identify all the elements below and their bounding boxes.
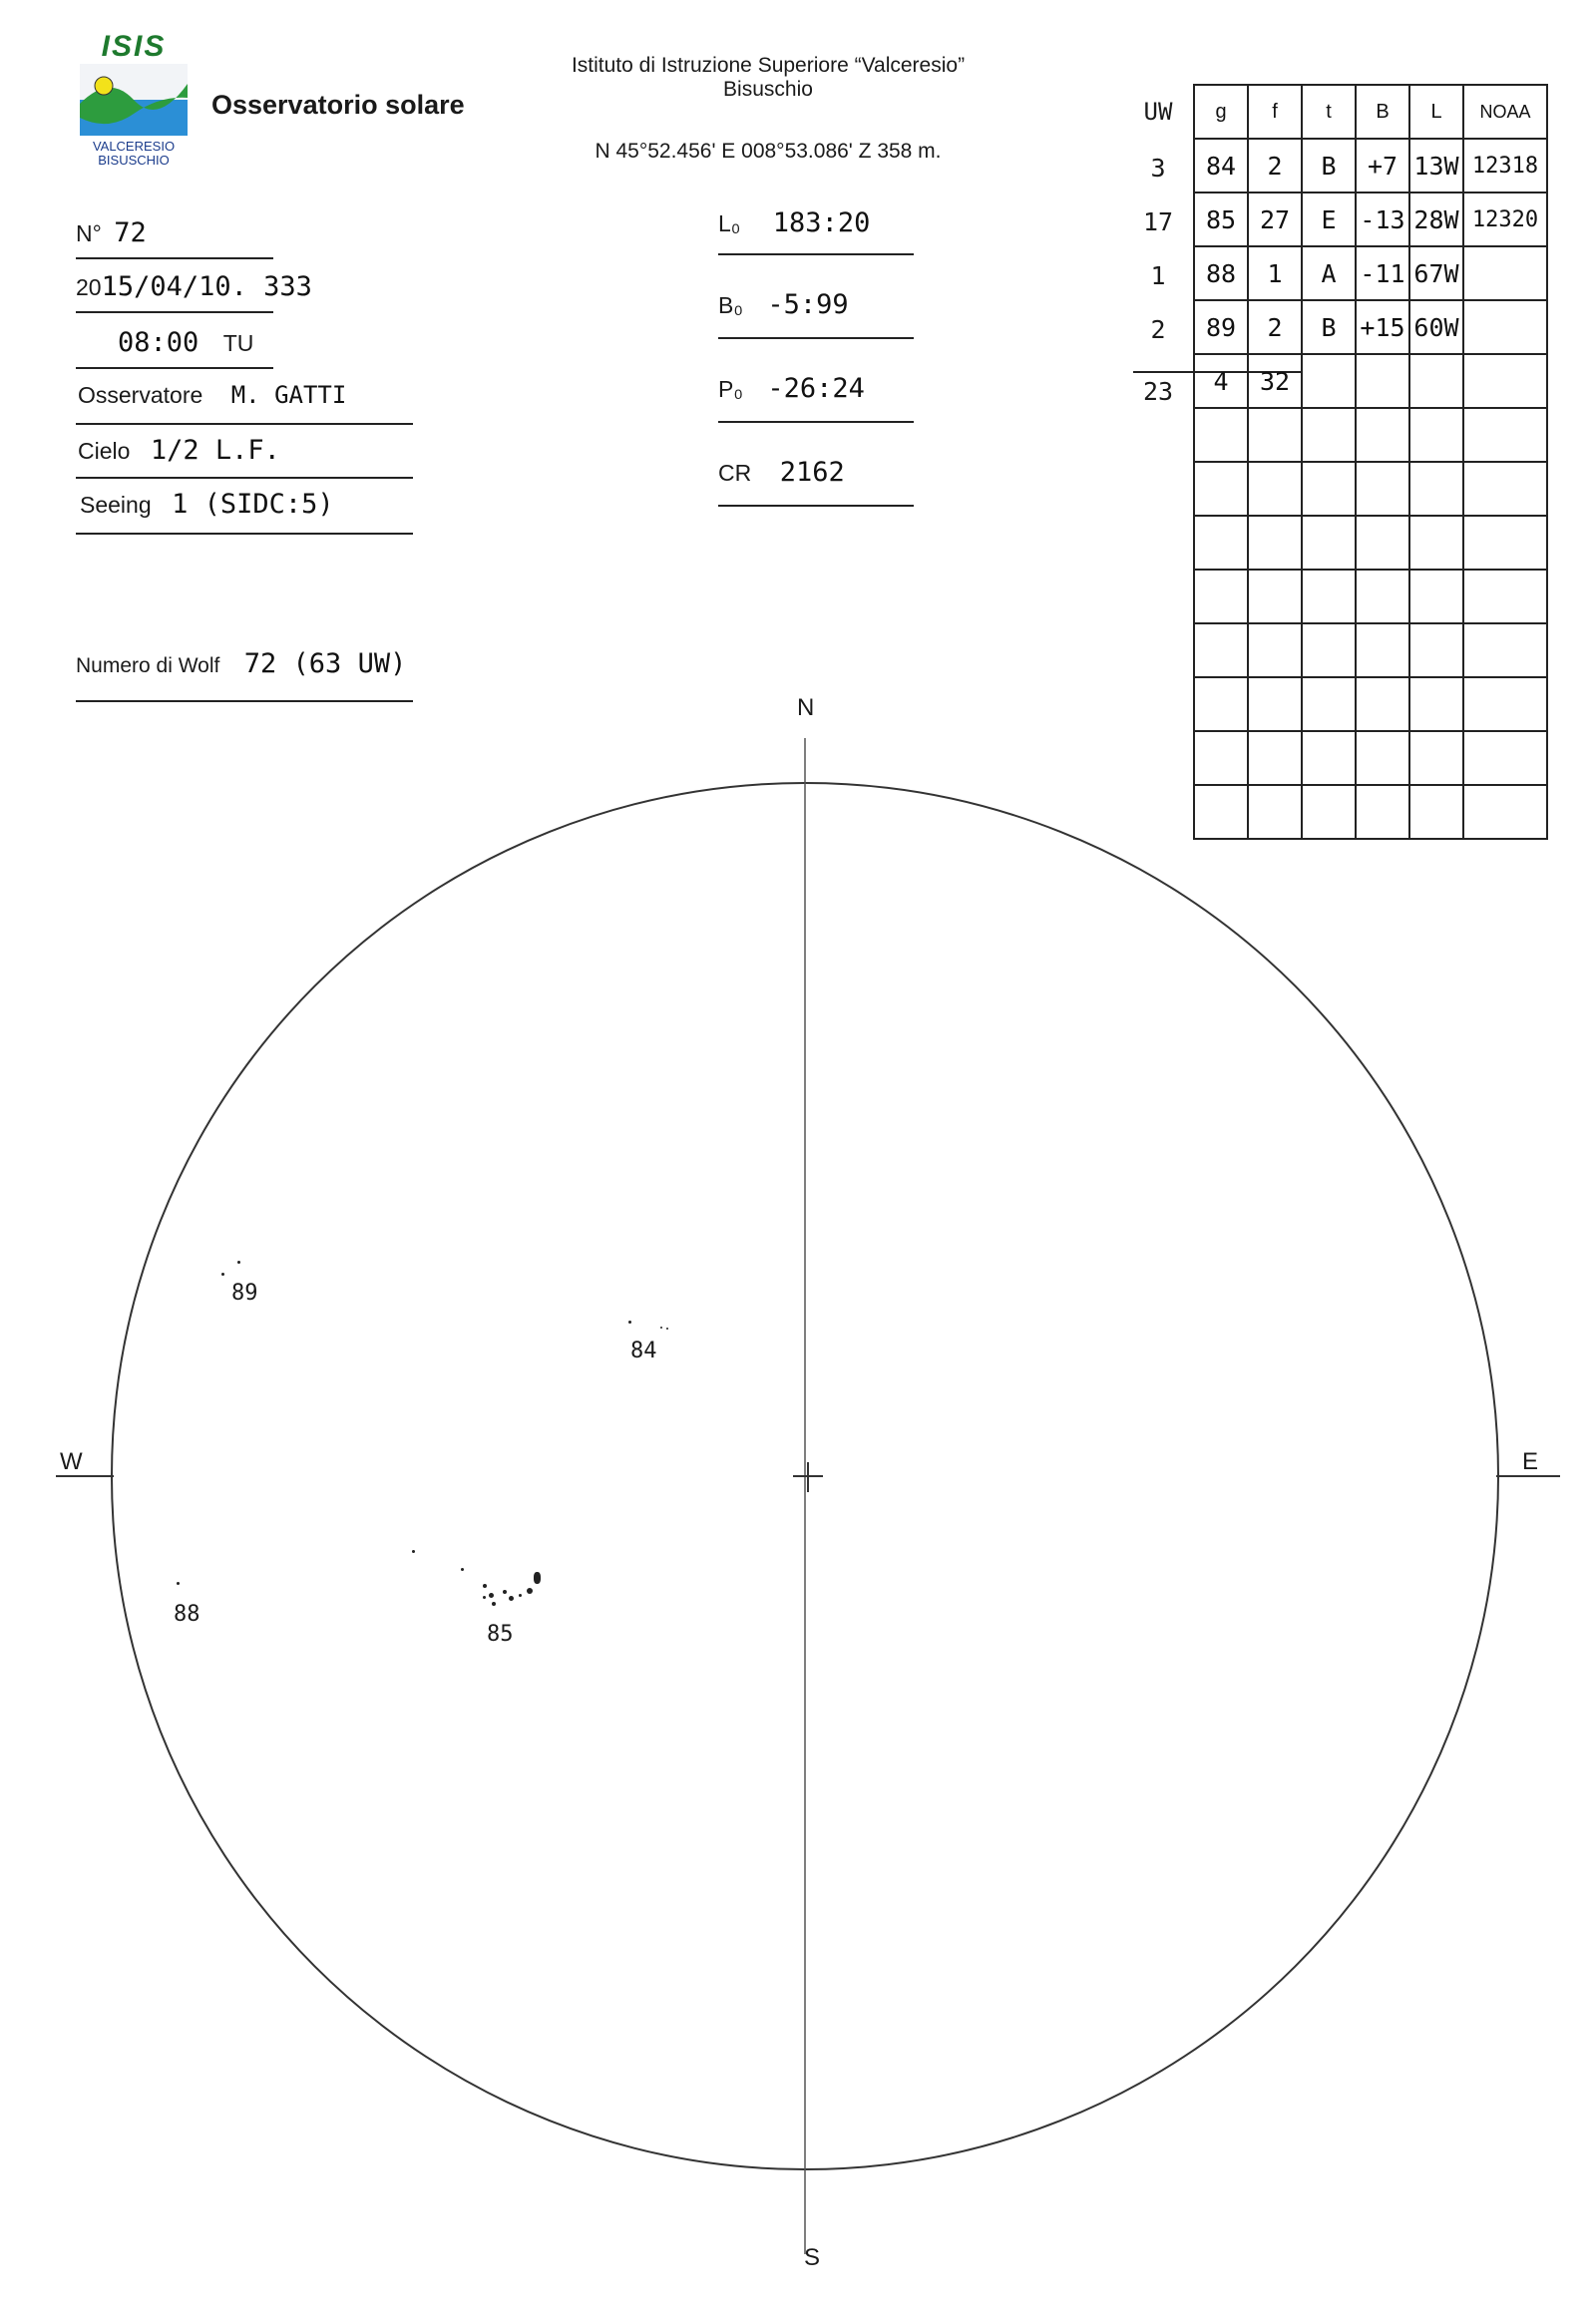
south-label: S [804, 2244, 821, 2271]
date-prefix: 20 [76, 274, 102, 300]
sunspot [221, 1273, 224, 1276]
group-label-85: 85 [487, 1622, 514, 1647]
sunspot [666, 1328, 668, 1330]
time-value: 08:00 [118, 327, 200, 358]
date-value: 15/04/10. 333 [101, 271, 312, 302]
uw-total: 23 [1142, 377, 1174, 406]
table-cell: 89 [1194, 300, 1248, 354]
uw-cell: 3 [1150, 154, 1166, 183]
east-label: E [1522, 1448, 1539, 1475]
sunspot [628, 1321, 631, 1324]
uw-cell: 2 [1150, 315, 1166, 344]
sunspot [527, 1588, 533, 1594]
table-cell: 2 [1248, 300, 1302, 354]
group-label-89: 89 [231, 1281, 258, 1306]
number-value: 72 [114, 217, 147, 248]
table-cell: A [1302, 246, 1356, 300]
north-label: N [797, 694, 815, 721]
west-label: W [60, 1448, 83, 1475]
l0-label: L₀ [718, 210, 741, 236]
table-cell: 12320 [1463, 193, 1547, 246]
b0-value: -5:99 [767, 289, 849, 320]
sunspot [660, 1327, 662, 1329]
observatory-coordinates: N 45°52.456' E 008°53.086' Z 358 m. [595, 140, 942, 163]
sunspot [237, 1261, 240, 1264]
table-cell: 4 [1194, 354, 1248, 408]
sunspot [483, 1596, 486, 1599]
cr-value: 2162 [779, 457, 845, 488]
b0-label: B₀ [718, 292, 743, 318]
table-cell: +15 [1356, 300, 1409, 354]
uw-cell: 1 [1150, 261, 1166, 290]
uw-cell: 17 [1142, 207, 1174, 236]
page-title: Osservatorio solare [211, 90, 465, 120]
observer-label: Osservatore [78, 382, 203, 408]
column-header: NOAA [1463, 85, 1547, 139]
logo-subtitle-2: BISUSCHIO [98, 153, 170, 168]
sky-label: Cielo [78, 438, 131, 464]
l0-value: 183:20 [772, 207, 871, 238]
sunspot [461, 1568, 464, 1571]
column-header: g [1194, 85, 1248, 139]
table-cell: 1 [1248, 246, 1302, 300]
column-header: B [1356, 85, 1409, 139]
seeing-label: Seeing [80, 492, 152, 518]
sunspot [492, 1602, 496, 1606]
table-cell: E [1302, 193, 1356, 246]
p0-value: -26:24 [767, 373, 865, 404]
sunspot [483, 1584, 487, 1588]
uw-header: UW [1143, 98, 1173, 126]
column-header: t [1302, 85, 1356, 139]
table-cell: B [1302, 139, 1356, 193]
table-cell: 88 [1194, 246, 1248, 300]
sunspot [489, 1593, 494, 1598]
table-cell: 60W [1409, 300, 1463, 354]
sunspot [503, 1590, 507, 1594]
table-cell: 32 [1248, 354, 1302, 408]
time-unit: TU [222, 330, 254, 356]
wolf-label: Numero di Wolf [76, 654, 220, 677]
sunspot [519, 1594, 522, 1597]
p0-label: P₀ [718, 376, 743, 402]
table-cell: 84 [1194, 139, 1248, 193]
logo-text: ISIS [101, 30, 167, 63]
sky-value: 1/2 L.F. [150, 435, 280, 466]
institute-line-1: Istituto di Istruzione Superiore “Valceresio” [571, 54, 966, 77]
seeing-value: 1 (SIDC:5) [172, 489, 334, 520]
sunspot [412, 1550, 415, 1553]
institute-line-2: Bisuschio [723, 78, 813, 101]
table-cell: 67W [1409, 246, 1463, 300]
group-label-84: 84 [630, 1339, 657, 1363]
number-label: N° [76, 220, 102, 246]
table-cell: 12318 [1463, 139, 1547, 193]
wolf-value: 72 (63 UW) [243, 648, 407, 679]
cr-label: CR [718, 460, 752, 486]
table-cell: -11 [1356, 246, 1409, 300]
logo-subtitle-1: VALCERESIO [92, 139, 176, 154]
table-cell: 85 [1194, 193, 1248, 246]
table-cell: 2 [1248, 139, 1302, 193]
table-cell: 28W [1409, 193, 1463, 246]
table-cell: 27 [1248, 193, 1302, 246]
sunspot [509, 1596, 514, 1601]
table-cell: -13 [1356, 193, 1409, 246]
sunspot [534, 1572, 541, 1584]
group-label-88: 88 [174, 1602, 200, 1627]
column-header: f [1248, 85, 1302, 139]
table-cell: B [1302, 300, 1356, 354]
sunspot [177, 1582, 180, 1585]
observer-value: M. GATTI [230, 381, 347, 409]
column-header: L [1409, 85, 1463, 139]
table-cell: 13W [1409, 139, 1463, 193]
table-cell: +7 [1356, 139, 1409, 193]
